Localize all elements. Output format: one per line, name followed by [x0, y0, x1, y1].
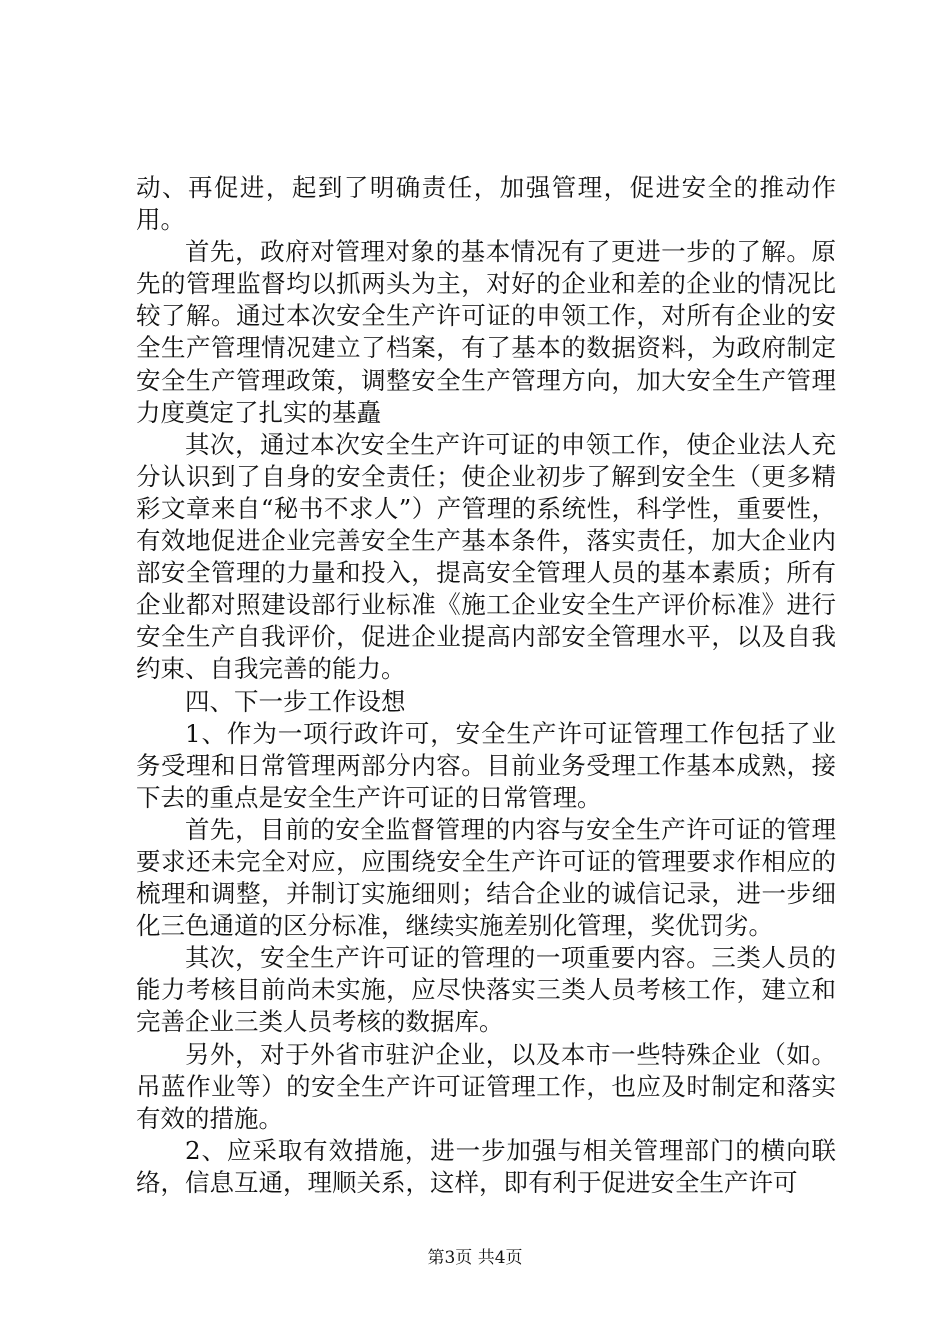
paragraph-continuation: 动、再促进，起到了明确责任，加强管理，促进安全的推动作用。	[136, 173, 836, 235]
paragraph-secondly-enterprise: 其次，通过本次安全生产许可证的申领工作，使企业法人充分认识到了自身的安全责任；使企业初步了解到安全生（更多精彩文章来自“秘书不求人”）产管理的系统性，科学性，重要性，有效地促进企业完善安全生产基本条件，落实责任，加大企业内部安全管理的力量和投入，提高安全管理人员的基本素质；所有企业都对照建设部行业标准《施工企业安全生产评价标准》进行安全生产自我评价，促进企业提高内部安全管理水平，以及自我约束、自我完善的能力。	[136, 429, 836, 684]
document-body	[136, 172, 836, 1199]
paragraph-item-1-secondly: 其次，安全生产许可证的管理的一项重要内容。三类人员的能力考核目前尚未实施，应尽快落实三类人员考核工作，建立和完善企业三类人员考核的数据库。	[136, 943, 836, 1037]
paragraph-item-1: 1、作为一项行政许可，安全生产许可证管理工作包括了业务受理和日常管理两部分内容。目前业务受理工作基本成熟，接下去的重点是安全生产许可证的日常管理。	[136, 718, 836, 812]
page-footer: 第3页 共4页	[427, 1248, 523, 1268]
section-heading-next-steps: 四、下一步工作设想	[185, 686, 406, 716]
paragraph-item-2: 2、应采取有效措施，进一步加强与相关管理部门的横向联络，信息互通，理顺关系，这样，即有利于促进安全生产许可	[136, 1135, 836, 1197]
paragraph-firstly-government: 首先，政府对管理对象的基本情况有了更进一步的了解。原先的管理监督均以抓两头为主，对好的企业和差的企业的情况比较了解。通过本次安全生产许可证的申领工作，对所有企业的安全生产管理情况建立了档案，有了基本的数据资料，为政府制定安全生产管理政策，调整安全生产管理方向，加大安全生产管理力度奠定了扎实的基矗	[136, 237, 836, 427]
paragraph-item-1-firstly: 首先，目前的安全监督管理的内容与安全生产许可证的管理要求还未完全对应，应围绕安全生产许可证的管理要求作相应的梳理和调整，并制订实施细则；结合企业的诚信记录，进一步细化三色通道的区分标准，继续实施差别化管理，奖优罚劣。	[136, 814, 836, 941]
paragraph-item-1-additionally: 另外，对于外省市驻沪企业，以及本市一些特殊企业（如。吊蓝作业等）的安全生产许可证管理工作，也应及时制定和落实有效的措施。	[136, 1039, 836, 1133]
